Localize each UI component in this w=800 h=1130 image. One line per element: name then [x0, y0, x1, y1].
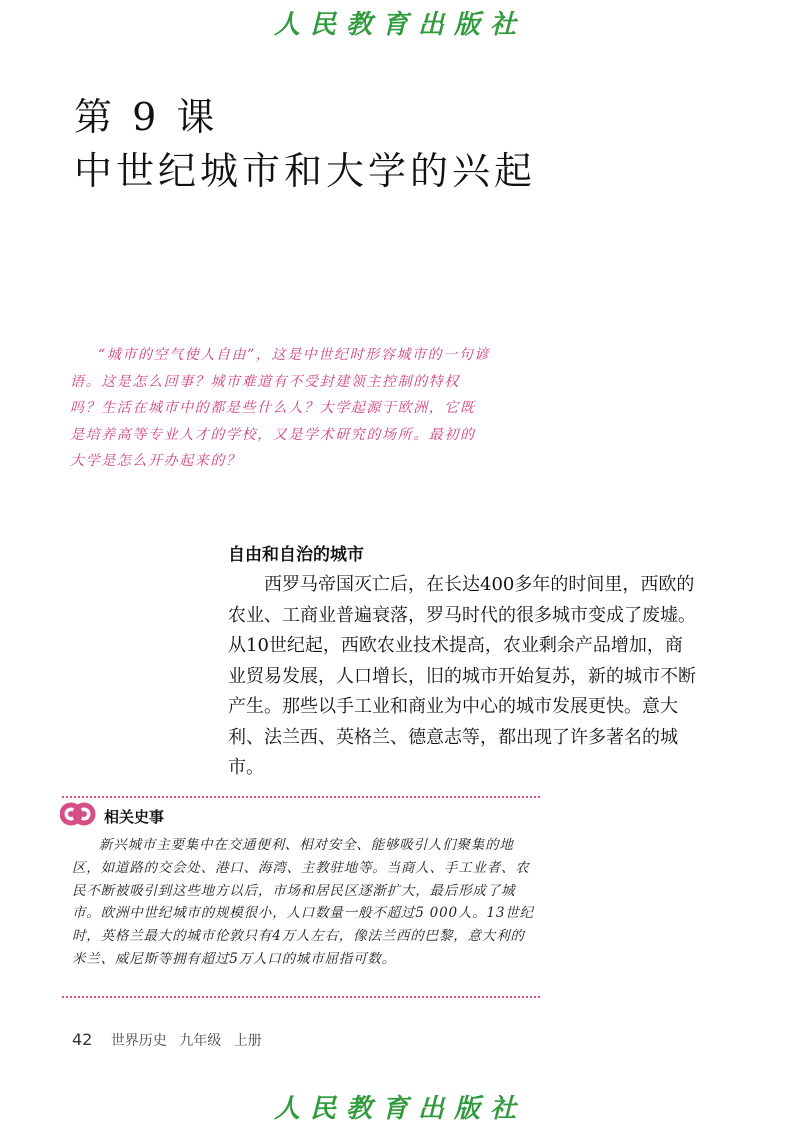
- section-body: 西罗马帝国灭亡后，在长达400多年的时间里，西欧的农业、工商业普遍衰落，罗马时代的很多城市变成了废墟。从10世纪起，西欧农业技术提高，农业剩余产品增加，商业贸易发展，人口增长，旧的城市开始复苏，新的城市不断产生。那些以手工业和商业为中心的城市发展更快。意大利、法兰西、英格兰、德意志等，都出现了许多著名的城市。: [228, 574, 696, 778]
- box-bottom-divider: [62, 996, 540, 998]
- grade-label: 九年级: [179, 1033, 222, 1049]
- lesson-number: 第 9 课: [74, 95, 219, 139]
- box-heading: 相关史事: [104, 808, 165, 826]
- publisher-logo-bottom: 人民教育出版社: [273, 1094, 526, 1124]
- page-number: 42: [72, 1030, 93, 1049]
- related-history-icon: [60, 798, 96, 830]
- box-text: 新兴城市主要集中在交通便利、相对安全、能够吸引人们聚集的地区，如道路的交会处、港口、海湾、主教驻地等。当商人、手工业者、农民不断被吸引到这些地方以后，市场和居民区逐渐扩大，最后形成了城市。欧洲中世纪城市的规模很小，人口数量一般不超过5 000人。13世纪时，英格兰最大的城市伦敦只有4万人左右，像法兰西的巴黎，意大利的米兰、威尼斯等拥有超过5万人口的城市屈指可数。: [72, 837, 534, 967]
- lesson-title: 中世纪城市和大学的兴起: [74, 149, 537, 193]
- volume-label: 上册: [233, 1033, 262, 1049]
- box-top-divider: [62, 796, 540, 798]
- section-heading: 自由和自治的城市: [228, 545, 364, 565]
- publisher-logo-top: 人民教育出版社: [273, 10, 526, 40]
- page-footer: [72, 1030, 270, 1050]
- intro-paragraph: “城市的空气使人自由”，这是中世纪时形容城市的一句谚语。这是怎么回事？城市难道有不受封建领主控制的特权吗？生活在城市中的都是些什么人？大学起源于欧洲，它既是培养高等专业人才的学校，又是学术研究的场所。最初的大学是怎么开办起来的？: [70, 347, 490, 469]
- book-name: 世界历史: [110, 1033, 167, 1049]
